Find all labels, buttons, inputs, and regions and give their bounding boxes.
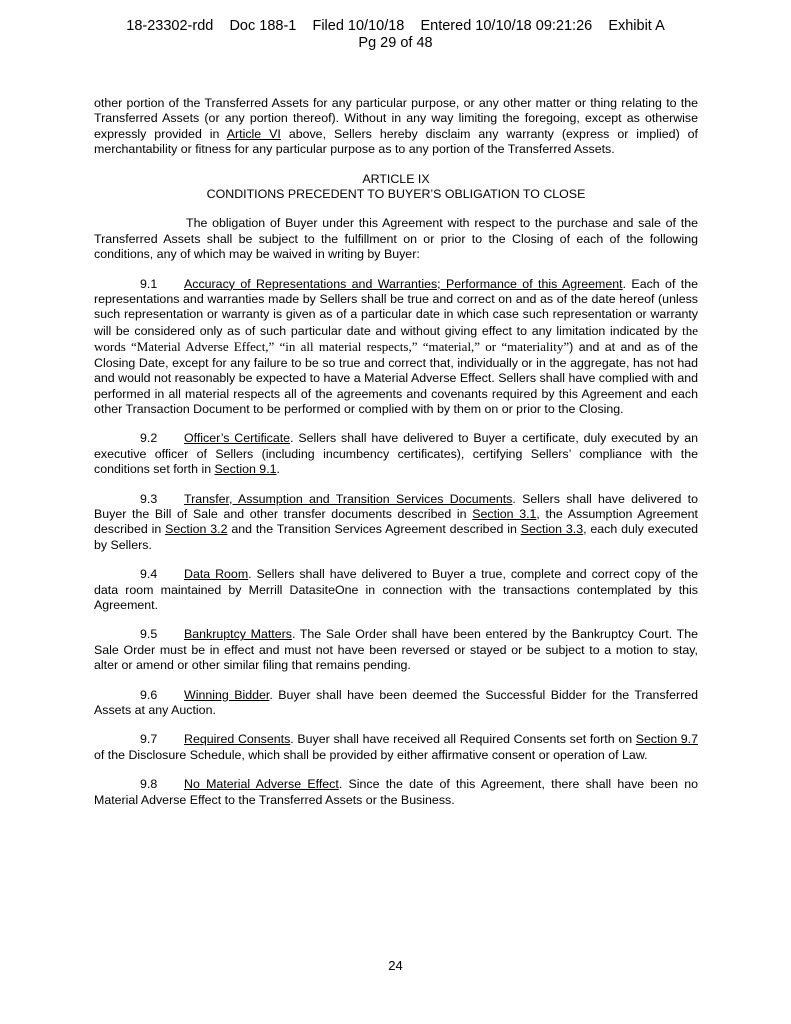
section-text: , the Assumption Agreement described in bbox=[94, 506, 698, 537]
article-heading bbox=[94, 172, 698, 203]
section-9-1-link[interactable]: Section 9.1 bbox=[214, 462, 277, 477]
section-heading: Accuracy of Representations and Warranties; Performance of this Agreement bbox=[184, 276, 623, 291]
section-number: 9.8 bbox=[140, 777, 158, 792]
article-number: ARTICLE IX bbox=[362, 171, 430, 186]
section-9-3 bbox=[94, 492, 698, 554]
section-heading: Data Room bbox=[184, 567, 249, 582]
section-text: . Sellers shall have delivered to Buyer a true, complete and correct copy of the data room maintained by Merrill DatasiteOne in connection with the transactions contemplated by this Agreement. bbox=[94, 567, 698, 612]
section-9-6 bbox=[94, 688, 698, 719]
section-text-serif: the words “Material Adverse Effect,” “in all material respects,” “material,” or “materiality” bbox=[94, 322, 698, 355]
section-3-2-link[interactable]: Section 3.2 bbox=[165, 522, 228, 537]
section-heading: Required Consents bbox=[184, 732, 291, 747]
section-text: . Sellers shall have delivered to Buyer a certificate, duly executed by an executive officer of Sellers (including incumbency certificates), certifying Sellers’ compliance with the conditions set forth in bbox=[94, 431, 698, 477]
section-heading: Bankruptcy Matters bbox=[184, 627, 292, 642]
section-9-5 bbox=[94, 627, 698, 673]
page-of-total: Pg 29 of 48 bbox=[358, 35, 433, 51]
section-number: 9.3 bbox=[140, 491, 158, 506]
section-text-end: of the Disclosure Schedule, which shall be provided by either affirmative consent or operation of Law. bbox=[94, 747, 648, 762]
section-number: 9.2 bbox=[140, 431, 158, 446]
lead-paragraph: The obligation of Buyer under this Agreement with respect to the purchase and sale of the Transferred Assets shall be subject to the fulfillment on or prior to the Closing of each of the following conditions, any of which may be waived in writing by Buyer: bbox=[94, 216, 698, 262]
section-9-7 bbox=[94, 732, 698, 763]
article-title: CONDITIONS PRECEDENT TO BUYER’S OBLIGATION TO CLOSE bbox=[206, 187, 586, 202]
section-3-3-link[interactable]: Section 3.3 bbox=[520, 522, 584, 537]
court-filing-header bbox=[0, 18, 791, 52]
section-text: . The Sale Order shall have been entered by the Bankruptcy Court. The Sale Order must be in effect and must not have been reversed or stayed or be subject to a motion to stay, alter or amend or other similar filing that remains pending. bbox=[94, 627, 698, 673]
section-text: . Sellers shall have delivered to Buyer the Bill of Sale and other transfer documents described in bbox=[94, 491, 699, 521]
intro-text-end: above, Sellers hereby disclaim any warranty (express or implied) of merchantability or fitness for any particular purpose as to any portion of the Transferred Assets. bbox=[94, 126, 698, 157]
section-heading: Transfer, Assumption and Transition Services Documents bbox=[184, 491, 513, 506]
section-9-8 bbox=[94, 777, 698, 808]
intro-paragraph bbox=[94, 96, 698, 158]
section-heading: Winning Bidder bbox=[184, 687, 270, 702]
section-9-1 bbox=[94, 277, 698, 418]
section-number: 9.5 bbox=[140, 627, 158, 642]
section-text-end: , each duly executed by Sellers. bbox=[94, 522, 698, 552]
section-text: and the Transition Services Agreement described in bbox=[227, 522, 521, 537]
section-number: 9.4 bbox=[140, 567, 158, 582]
document-body bbox=[94, 96, 698, 822]
section-number: 9.1 bbox=[140, 276, 158, 291]
section-number: 9.6 bbox=[140, 687, 158, 702]
filing-info-line: 18-23302-rdd Doc 188-1 Filed 10/10/18 Entered 10/10/18 09:21:26 Exhibit A bbox=[126, 18, 665, 34]
section-text: . Since the date of this Agreement, there shall have been no Material Adverse Effect to the Transferred Assets or the Business. bbox=[94, 777, 698, 807]
page-number: 24 bbox=[388, 958, 403, 973]
section-heading: Officer’s Certificate bbox=[184, 431, 291, 446]
section-heading: No Material Adverse Effect bbox=[184, 777, 339, 792]
section-3-1-link[interactable]: Section 3.1 bbox=[472, 506, 537, 521]
intro-text: other portion of the Transferred Assets for any particular purpose, or any other matter or thing relating to the Transferred Assets (or any portion thereof). Without in any way limiting the foregoing, except as otherwise expressly provided in bbox=[94, 96, 698, 141]
section-number: 9.7 bbox=[140, 732, 158, 747]
section-text: . Buyer shall have received all Required Consents set forth on bbox=[290, 732, 636, 747]
section-9-4 bbox=[94, 567, 698, 613]
section-text: . Each of the representations and warranties made by Sellers shall be true and correct on and as of the date hereof (unless such representation or warranty is given as of a particular date in which case such representation or warranty will be considered only as of such particular date and without giving effect to any limitation indicated by bbox=[94, 276, 698, 338]
section-text: . Buyer shall have been deemed the Successful Bidder for the Transferred Assets at any Auction. bbox=[94, 687, 699, 717]
section-9-2 bbox=[94, 431, 698, 477]
section-text-end: ) and at and as of the Closing Date, except for any failure to be so true and correct that, individually or in the aggregate, has not had and would not reasonably be expected to have a Material Adverse Effect. Sellers shall have complied with and performed in all material respects all of the agreements and covenants required by this Agreement and each other Transaction Document to be performed or complied with by them on or prior to the Closing. bbox=[94, 340, 699, 416]
article-vi-link[interactable]: Article VI bbox=[226, 126, 281, 141]
section-text-end: . bbox=[276, 462, 280, 477]
section-9-7-link[interactable]: Section 9.7 bbox=[635, 732, 698, 747]
